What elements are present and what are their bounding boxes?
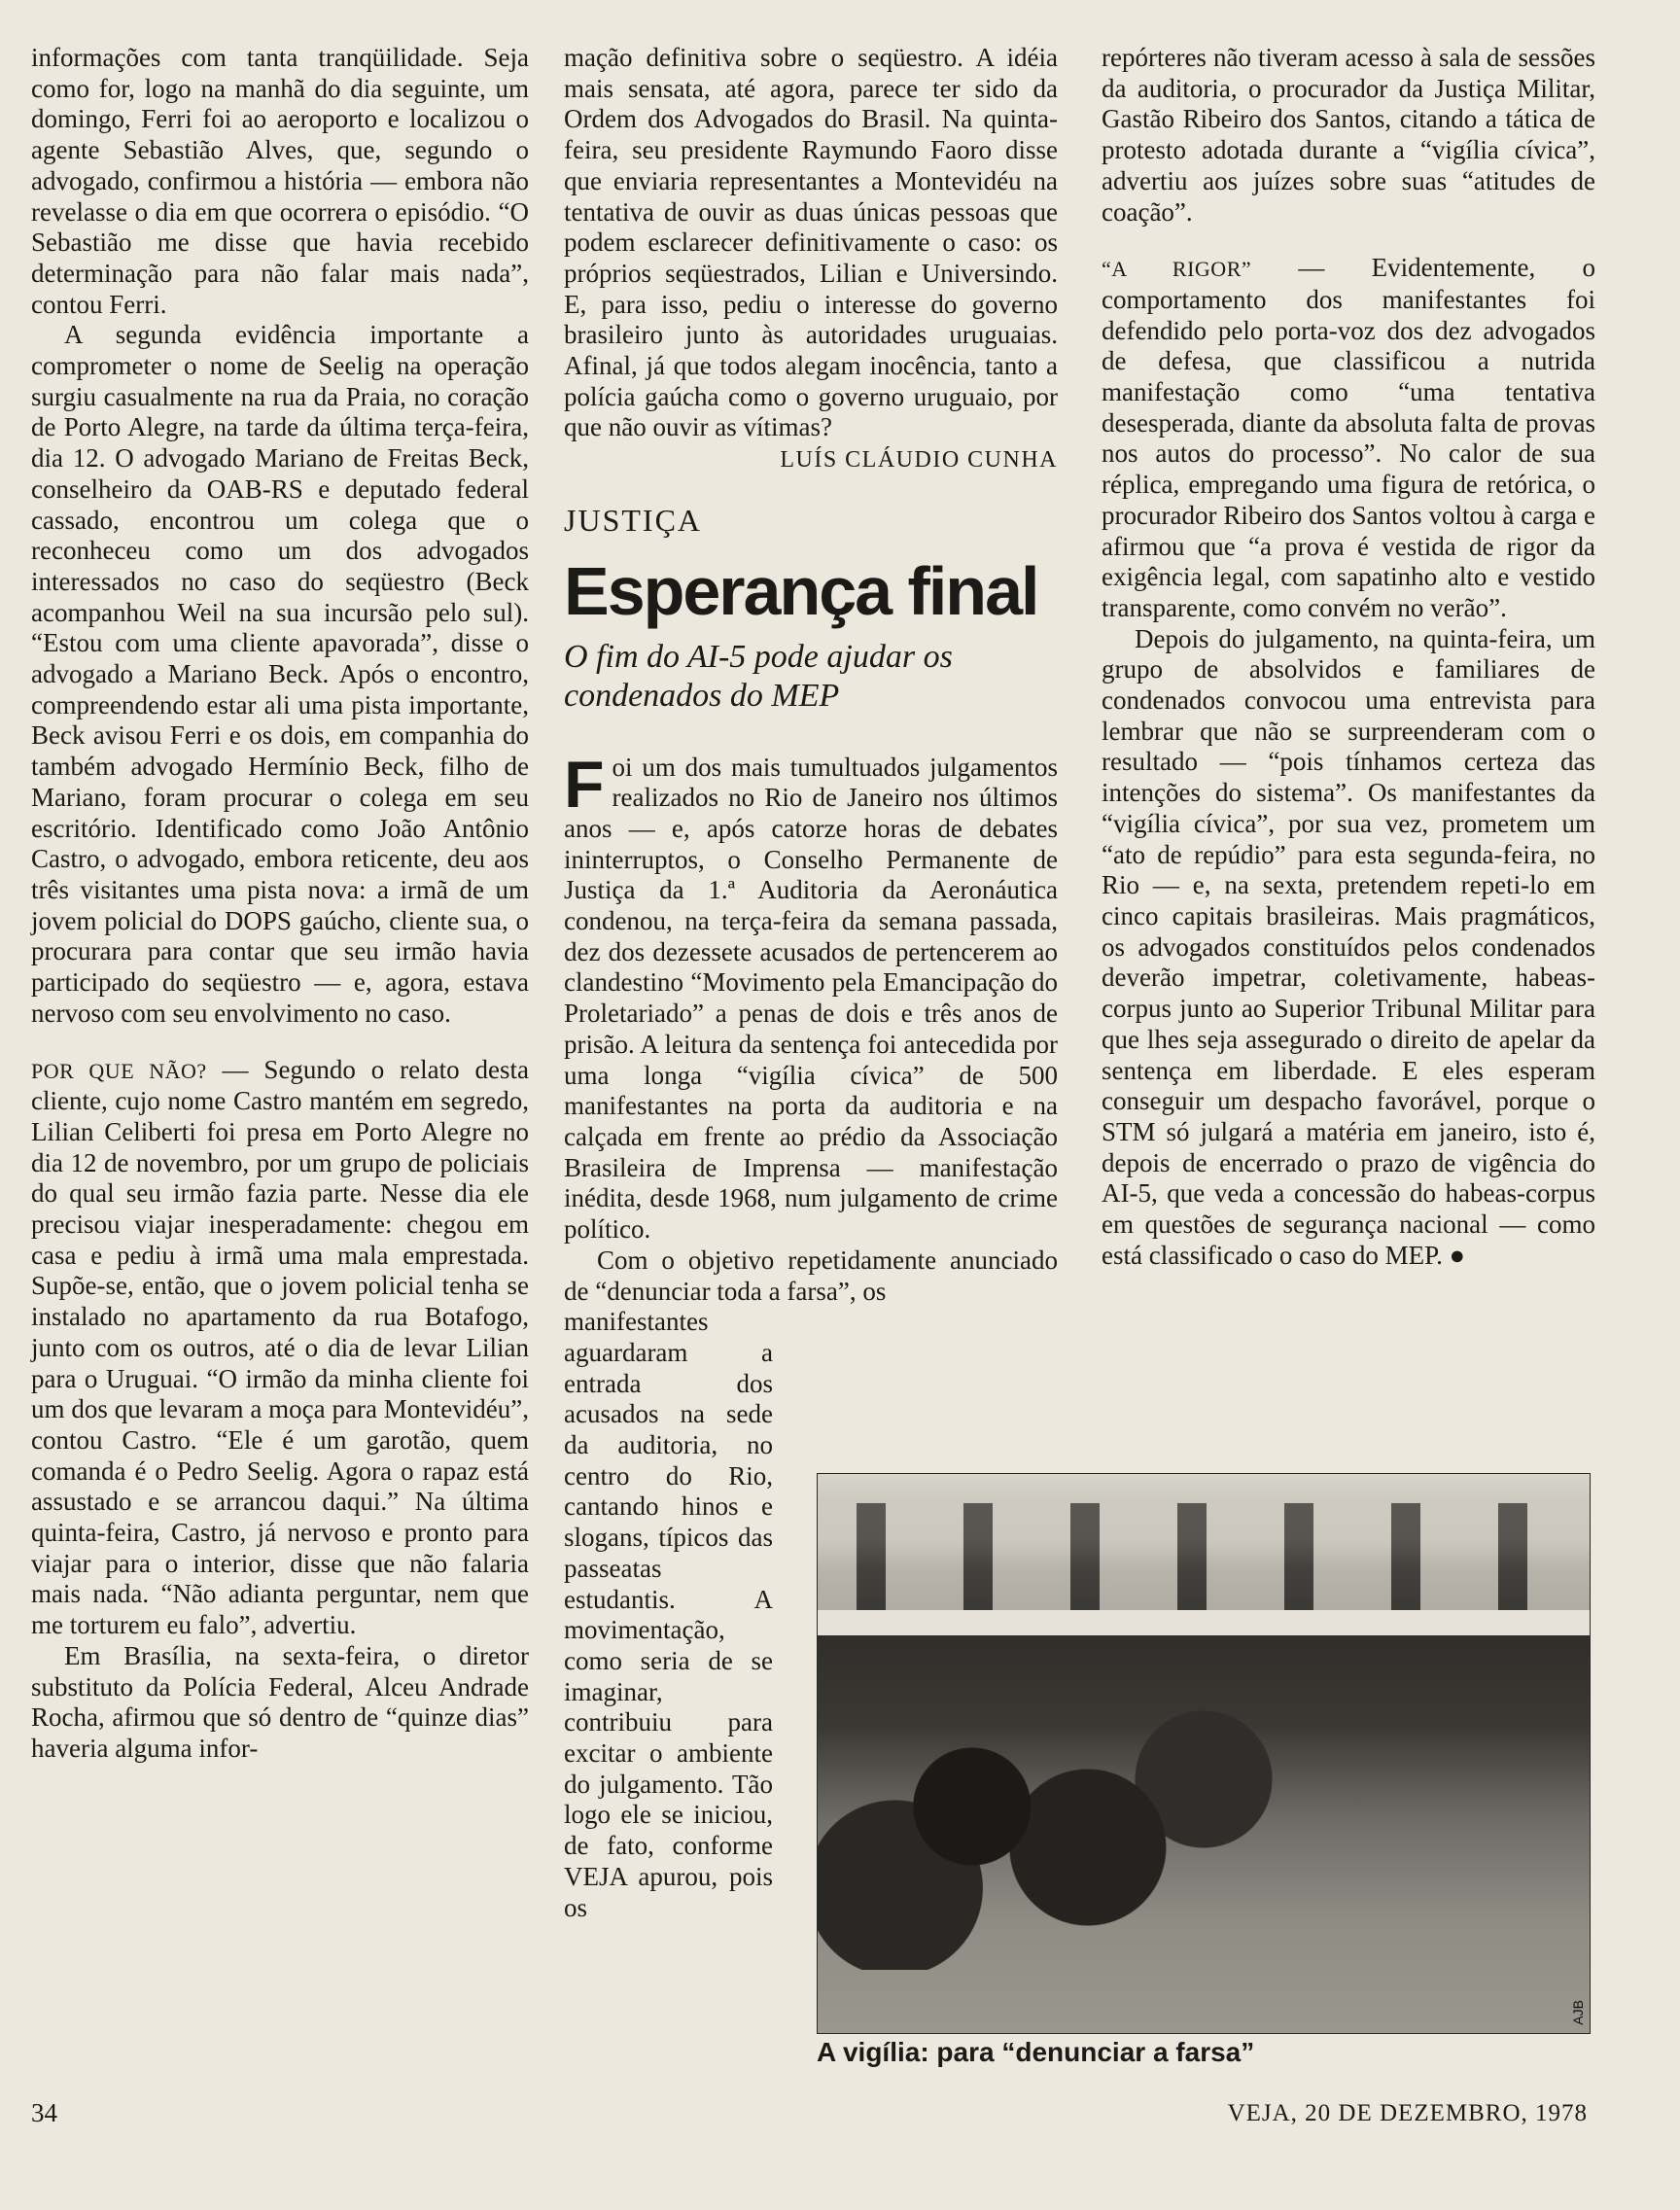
subheaded-paragraph [31, 1055, 529, 1641]
photo-credit: AJB [1570, 2000, 1586, 2025]
paragraph: Com o objetivo repetidamente anunciado de “denunciar toda a farsa”, os [564, 1245, 1058, 1306]
issue-footer: VEJA, 20 DE DEZEMBRO, 1978 [1227, 2100, 1588, 2126]
headline: Esperança final [564, 552, 1038, 629]
paragraph: informações com tanta tranqüilidade. Seja como for, logo na manhã do dia seguinte, um domingo, Ferri foi ao aeroporto e localizou o agente Sebastião Alves, que, segundo o advogado, confirmou a história — embora não revelasse o dia em que ocorrera o episódio. “O Sebastião me disse que havia recebido determinação para não falar mais nada”, contou Ferri. [31, 43, 529, 319]
building-facade [818, 1503, 1590, 1610]
subheaded-paragraph [1102, 253, 1595, 623]
building-awning [818, 1610, 1590, 1635]
deck: O fim do AI-5 pode ajudar os condenados do MEP [564, 638, 953, 714]
section-label: JUSTIÇA [564, 502, 703, 538]
paragraph: repórteres não tiveram acesso à sala de sessões da auditoria, o procurador da Justiça Militar, Gastão Ribeiro dos Santos, citando a tática de protesto adotada durante a “vigília cívica”, advertiu aos juízes sobre suas “atitudes de coação”. [1102, 43, 1595, 227]
paragraph-narrow: manifestantes aguardaram a entrada dos acusados na sede da auditoria, no centro do Rio, cantando hinos e slogans, típicos das passeatas estudantis. A movimentação, como seria de se imaginar, contribuiu para excitar o ambiente do julgamento. Tão logo ele se iniciou, de fato, conforme VEJA apurou, pois os [564, 1307, 773, 1922]
subhead: “A RIGOR” [1102, 257, 1252, 282]
paragraph: Depois do julgamento, na quinta-feira, um grupo de absolvidos e familiares de condenados convocou uma entrevista para lembrar que não se surpreenderam com o resultado — “pois tínhamos certeza das intenções do sistema”. Os manifestantes da “vigília cívica”, por sua vez, prometem um “ato de repúdio” para esta segunda-feira, no Rio — e, na sexta, pretendem repeti-lo em cinco capitais brasileiras. Mais pragmáticos, os advogados constituídos pelos condenados deverão impetrar, coletivamente, habeas-corpus junto ao Superior Tribunal Militar para que lhes seja assegurado o direito de apelar da sentença em liberdade. E eles esperam conseguir um despacho favorável, porque o STM só julgará a matéria em janeiro, isto é, depois de encerrado o prazo de vigência do AI-5, que veda a concessão do habeas-corpus em questões de segurança nacional — como está classificado o caso do MEP. ● [1102, 623, 1595, 1270]
crowd [818, 1698, 1590, 1970]
byline: LUÍS CLÁUDIO CUNHA [780, 447, 1058, 474]
column-3 [1102, 43, 1595, 1271]
paragraph-text: oi um dos mais tumultuados julgamentos realizados no Rio de Janeiro nos últimos anos — e, após catorze horas de debates ininterruptos, o Conselho Permanente de Justiça da 1.ª Auditoria da Aeronáutica condenou, na terça-feira da semana passada, dez dos dezessete acusados de pertencerem ao clandestino “Movimento pela Emancipação do Proletariado” a penas de dois e três anos de prisão. A leitura da sentença foi antecedida por uma longa “vigília cívica” de 500 manifestantes na porta da auditoria e na calçada em frente ao prédio da Associação Brasileira de Imprensa — manifestação inédita, desde 1968, num julgamento de crime político. [564, 752, 1058, 1245]
column-1 [31, 43, 529, 1765]
photo-caption: A vigília: para “denunciar a farsa” [817, 2037, 1255, 2067]
photo-vigil-crowd [817, 1473, 1591, 2034]
paragraph: A segunda evidência importante a comprometer o nome de Seelig na operação surgiu casualmente na rua da Praia, no coração de Porto Alegre, na tarde da última terça-feira, dia 12. O advogado Mariano de Freitas Beck, conselheiro da OAB-RS e deputado federal cassado, encontrou um colega que o reconheceu como um dos advogados interessados no caso do seqüestro (Beck acompanhou Weil na sua incursão pelo sul). “Estou com uma cliente apavorada”, disse o advogado a Mariano Beck. Após o encontro, compreendendo estar ali uma pista importante, Beck avisou Ferri e os dois, em companhia do também advogado Hermínio Beck, filho de Mariano, foram procurar o colega em seu escritório. Identificado como João Antônio Castro, o advogado, embora reticente, deu aos três visitantes uma pista nova: a irmã de um jovem policial do DOPS gaúcho, cliente sua, o procurara para contar que seu irmão havia participado do seqüestro — e, agora, estava nervoso com seu envolvimento no caso. [31, 320, 529, 1028]
subhead: POR QUE NÃO? [31, 1058, 207, 1083]
paragraph-text: — Evidentemente, o comportamento dos manifestantes foi defendido pelo porta-voz dos dez advogados de defesa, que classificou a nutrida manifestação como “uma tentativa desesperada, diante da absoluta falta de provas nos autos do processo”. No calor de sua réplica, empregando uma figura de retórica, o procurador Ribeiro dos Santos voltou à carga e afirmou que “a prova é vestida de rigor da exigência legal, com sapatinho alto e vestido transparente, como convém no verão”. [1102, 253, 1596, 622]
lead-paragraph [564, 747, 1058, 1245]
drop-cap: F [564, 747, 605, 822]
paragraph-text: — Segundo o relato desta cliente, cujo nome Castro mantém em segredo, Lilian Celiberti foi presa em Porto Alegre no dia 12 de novembro, por um grupo de policiais do qual seu irmão fazia parte. Nesse dia ele precisou viajar inesperadamente: chegou em casa e pediu à irmã uma mala emprestada. Supõe-se, então, que o jovem policial tenha se instalado no apartamento da rua Botafogo, junto com os outros, até o dia de levar Lilian para o Uruguai. “O irmão da minha cliente foi um dos que levaram a moça para Montevidéu”, contou Castro. “Ele é um garotão, quem comanda é o Pedro Seelig. Agora o rapaz está assustado e se arrancou daqui.” Na última quinta-feira, Castro, já nervoso e pronto para viajar para o interior, disse que não falaria mais nada. “Não adianta perguntar, nem que me torturem eu falo”, advertiu. [31, 1054, 529, 1640]
page-number: 34 [31, 2098, 57, 2127]
paragraph: Em Brasília, na sexta-feira, o diretor substituto da Polícia Federal, Alceu Andrade Rocha, afirmou que só dentro de “quinze dias” haveria alguma infor- [31, 1640, 529, 1763]
paragraph: mação definitiva sobre o seqüestro. A idéia mais sensata, até agora, parece ter sido da Ordem dos Advogados do Brasil. Na quinta-feira, seu presidente Raymundo Faoro disse que enviaria representantes a Montevidéu na tentativa de ouvir as duas únicas pessoas que podem esclarecer definitivamente o caso: os próprios seqüestrados, Lilian e Universindo. E, para isso, pediu o interesse do governo brasileiro junto às autoridades uruguaias. Afinal, já que todos alegam inocência, tanto a polícia gaúcha como o governo uruguaio, por que não ouvir as vítimas? [564, 43, 1058, 442]
